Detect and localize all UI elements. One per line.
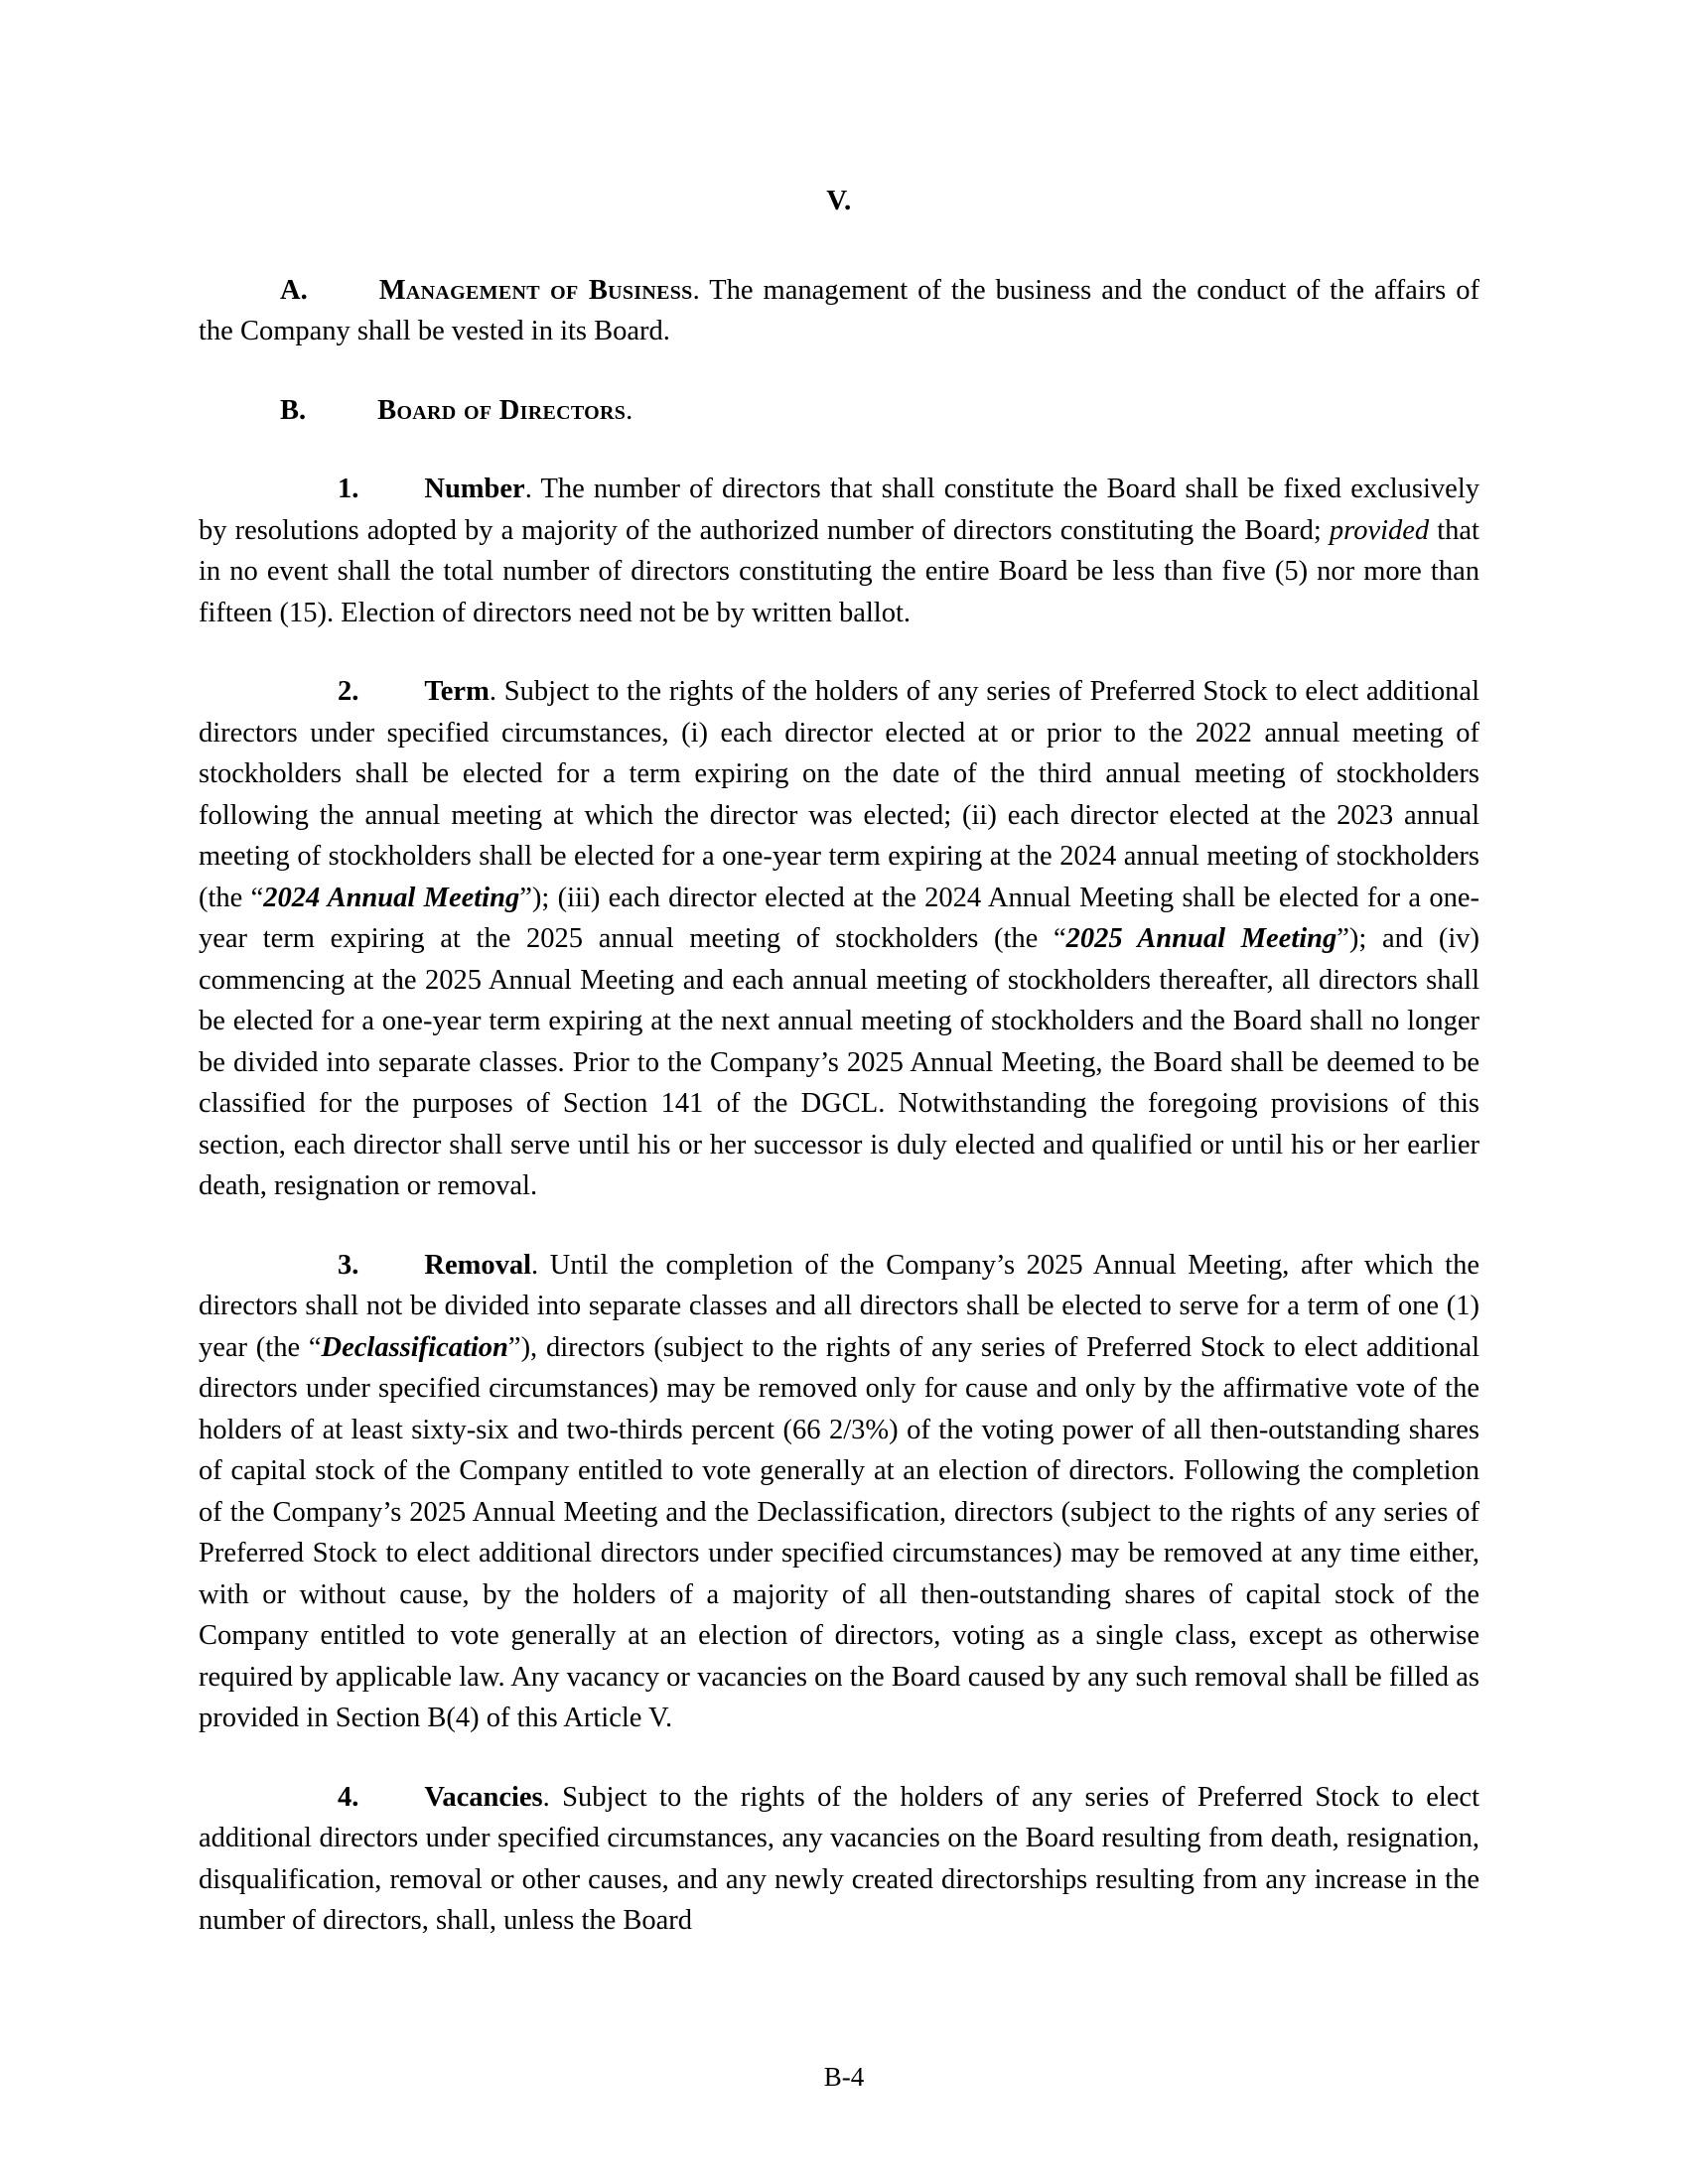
item-term-marker: 2. [338, 676, 359, 708]
section-b-heading: Board of Directors [377, 394, 627, 426]
item-term-heading: Term [424, 676, 490, 708]
item-removal-marker: 3. [338, 1249, 359, 1281]
item-removal-text-2: ”), directors (subject to the rights of any series of Preferred Stock to elect additional directors under specified circumstances) may be removed only for cause and only by the affirmative vote of the holders of at least sixty-six and two-thirds percent (66 2/3%) of the voting power of all then-outstanding shares of capital stock of the Company entitled to vote generally at an election of directors. Following the completion of the Company’s 2025 Annual Meeting and the Declassification, directors (subject to the rights of any series of Preferred Stock to elect additional directors under specified circumstances) may be removed at any time either, with or without cause, by the holders of a majority of all then-outstanding shares of capital stock of the Company entitled to vote generally at an election of directors, voting as a single class, except as otherwise required by applicable law. Any vacancy or vacancies on the Board caused by any such removal shall be filled as provided in Section B(4) of this Article V. [199, 1331, 1479, 1734]
section-b-paragraph [199, 390, 1479, 432]
item-number-italic-provided: provided [1329, 514, 1430, 546]
item-vacancies-marker: 4. [338, 1781, 359, 1813]
item-number-heading: Number [424, 474, 525, 505]
defined-term-2025-annual-meeting: 2025 Annual Meeting [1065, 923, 1337, 955]
section-b-marker: B. [280, 394, 307, 426]
page-footer: B-4 [823, 2062, 865, 2092]
defined-term-declassification: Declassification [321, 1331, 508, 1363]
item-vacancies-paragraph [199, 1777, 1479, 1942]
item-removal-heading: Removal [424, 1249, 532, 1281]
item-term-paragraph [199, 671, 1479, 1207]
item-vacancies-heading: Vacancies [424, 1781, 543, 1813]
item-removal-paragraph [199, 1245, 1479, 1739]
item-number-text-2: that in no event shall the total number of directors constituting the entire Board be less than five (5) nor more than fifteen (15). Election of directors need not be by written ballot. [199, 514, 1479, 628]
section-a-paragraph [199, 270, 1479, 352]
item-vacancies-text-1: . Subject to the rights of the holders of any series of Preferred Stock to elect additional directors under specified circumstances, any vacancies on the Board resulting from death, resignation, disqualification, removal or other causes, and any newly created directorships resulting from any increase in the number of directors, shall, unless the Board [199, 1781, 1479, 1937]
section-b-body: . [626, 394, 633, 426]
item-term-text-2: ”); (iii) each director elected at the 2024 Annual Meeting shall be elected for a one-year term expiring at the 2025 annual meeting of stockholders (the “ [199, 882, 1480, 955]
article-title: V. [826, 185, 852, 216]
page-content [199, 184, 1479, 1979]
item-term-text-1: . Subject to the rights of the holders of any series of Preferred Stock to elect additional directors under specified circumstances, (i) each director elected at or prior to the 2022 annual meeting of stockholders shall be elected for a term expiring on the date of the third annual meeting of stockholders following the annual meeting at which the director was elected; (ii) each director elected at the 2023 annual meeting of stockholders shall be elected for a one-year term expiring at the 2024 annual meeting of stockholders (the “ [199, 676, 1479, 913]
item-number-text-1: . The number of directors that shall constitute the Board shall be fixed exclusively by resolutions adopted by a majority of the authorized number of directors constituting the Board; [199, 474, 1479, 546]
item-number-paragraph [199, 469, 1479, 633]
item-term-text-3: ”); and (iv) commencing at the 2025 Annual Meeting and each annual meeting of stockholders thereafter, all directors shall be elected for a one-year term expiring at the next annual meeting of stockholders and the Board shall no longer be divided into separate classes. Prior to the Company’s 2025 Annual Meeting, the Board shall be deemed to be classified for the purposes of Section 141 of the DGCL. Notwithstanding the foregoing provisions of this section, each director shall serve until his or her successor is duly elected and qualified or until his or her earlier death, resignation or removal. [199, 923, 1480, 1202]
item-removal-text-1: . Until the completion of the Company’s 2025 Annual Meeting, after which the directors shall not be divided into separate classes and all directors shall be elected to serve for a term of one (1) year (the “ [199, 1249, 1479, 1363]
defined-term-2024-annual-meeting: 2024 Annual Meeting [263, 882, 520, 913]
item-number-marker: 1. [338, 474, 359, 505]
section-a-marker: A. [280, 274, 308, 306]
section-a-body: . The management of the business and the conduct of the affairs of the Company shall be vested in its Board. [199, 274, 1480, 347]
section-a-heading: Management of Business [378, 274, 693, 306]
